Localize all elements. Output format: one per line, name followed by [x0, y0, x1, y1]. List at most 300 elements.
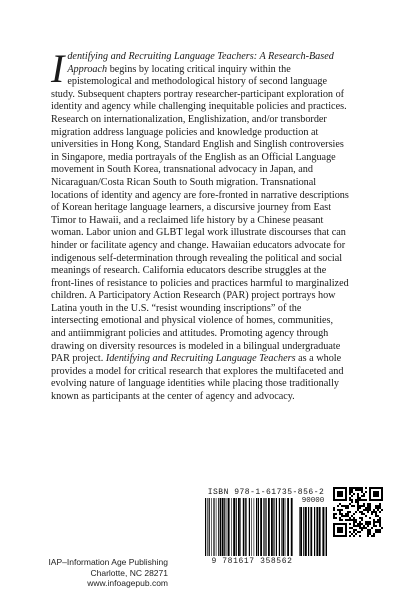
qr-module [357, 489, 359, 491]
qr-module [339, 495, 341, 497]
qr-module [375, 493, 377, 495]
barcode-bar [211, 498, 212, 556]
qr-module [339, 513, 341, 515]
qr-module [345, 529, 347, 531]
qr-module [361, 487, 363, 489]
qr-module [345, 525, 347, 527]
qr-module [353, 487, 355, 489]
qr-module [367, 531, 369, 533]
barcode-bar [236, 498, 237, 556]
qr-module [375, 531, 377, 533]
qr-module [337, 535, 339, 537]
qr-module [339, 531, 341, 533]
qr-module [353, 531, 355, 533]
qr-module [333, 517, 335, 519]
qr-module [369, 495, 371, 497]
qr-module [369, 533, 371, 535]
qr-module [351, 491, 353, 493]
qr-module [349, 517, 351, 519]
qr-module [351, 501, 353, 503]
barcode-bar [216, 498, 217, 556]
qr-module [339, 517, 341, 519]
qr-module [347, 507, 349, 509]
barcode-bar [213, 498, 214, 556]
qr-module [345, 531, 347, 533]
qr-module [373, 535, 375, 537]
qr-module [365, 527, 367, 529]
qr-module [345, 495, 347, 497]
qr-module [377, 507, 379, 509]
qr-module [339, 527, 341, 529]
qr-module [355, 501, 357, 503]
qr-module [337, 491, 339, 493]
qr-module [373, 519, 375, 521]
qr-module [333, 515, 335, 517]
qr-module [333, 525, 335, 527]
barcode-bar [271, 498, 273, 556]
qr-module [341, 527, 343, 529]
drop-cap: I [51, 46, 65, 91]
qr-module [359, 523, 361, 525]
qr-module [355, 511, 357, 513]
qr-module [357, 495, 359, 497]
qr-module [367, 521, 369, 523]
qr-module [377, 515, 379, 517]
qr-module [375, 521, 377, 523]
qr-module [381, 499, 383, 501]
qr-module [345, 533, 347, 535]
qr-module [371, 535, 373, 537]
barcode-bar [254, 498, 255, 556]
barcode-bar [227, 498, 228, 556]
qr-module [359, 499, 361, 501]
qr-module [359, 505, 361, 507]
qr-module [333, 531, 335, 533]
qr-module [361, 495, 363, 497]
qr-module [345, 535, 347, 537]
isbn-label: ISBN 978-1-61735-856-2 [207, 488, 325, 497]
qr-module [363, 525, 365, 527]
qr-module [337, 509, 339, 511]
qr-module [341, 515, 343, 517]
qr-module [349, 523, 351, 525]
barcode-bar [299, 507, 300, 556]
qr-module [345, 499, 347, 501]
qr-module [335, 523, 337, 525]
qr-module [361, 499, 363, 501]
qr-module [355, 489, 357, 491]
qr-module [359, 497, 361, 499]
barcode-bar [268, 498, 270, 556]
qr-module [361, 519, 363, 521]
qr-module [361, 527, 363, 529]
qr-module [357, 509, 359, 511]
qr-module [379, 529, 381, 531]
qr-module [367, 535, 369, 537]
qr-module [345, 487, 347, 489]
qr-module [339, 535, 341, 537]
qr-module [377, 519, 379, 521]
qr-module [353, 505, 355, 507]
isbn-barcode [205, 498, 295, 556]
qr-module [347, 505, 349, 507]
qr-module [369, 499, 371, 501]
qr-module [335, 487, 337, 489]
barcode-bar [291, 498, 293, 556]
qr-module [381, 489, 383, 491]
qr-module [373, 493, 375, 495]
qr-module [369, 521, 371, 523]
qr-module [339, 491, 341, 493]
qr-module [357, 505, 359, 507]
qr-module [373, 487, 375, 489]
qr-module [341, 529, 343, 531]
qr-module [349, 503, 351, 505]
qr-module [373, 523, 375, 525]
qr-module [375, 507, 377, 509]
qr-module [379, 499, 381, 501]
qr-module [375, 487, 377, 489]
barcode-bar [325, 507, 326, 556]
qr-module [357, 499, 359, 501]
qr-module [345, 523, 347, 525]
qr-module [353, 513, 355, 515]
qr-module [343, 535, 345, 537]
qr-module [379, 517, 381, 519]
barcode-bar [238, 498, 240, 556]
barcode-bar [281, 498, 282, 556]
qr-module [357, 493, 359, 495]
qr-module [381, 493, 383, 495]
qr-module [347, 519, 349, 521]
qr-module [343, 505, 345, 507]
qr-module [339, 493, 341, 495]
qr-module [341, 491, 343, 493]
qr-module [379, 507, 381, 509]
qr-module [333, 507, 335, 509]
qr-module [365, 499, 367, 501]
qr-module [333, 529, 335, 531]
qr-module [351, 519, 353, 521]
qr-module [349, 527, 351, 529]
qr-module [345, 489, 347, 491]
qr-module [375, 515, 377, 517]
barcode-bar [233, 498, 235, 556]
qr-module [363, 513, 365, 515]
qr-module [363, 503, 365, 505]
publisher-url: www.infoagepub.com [87, 578, 168, 588]
qr-module [357, 531, 359, 533]
qr-module [359, 531, 361, 533]
qr-module [335, 517, 337, 519]
qr-module [343, 515, 345, 517]
qr-module [371, 499, 373, 501]
barcode-bar [322, 507, 324, 556]
qr-module [357, 525, 359, 527]
qr-module [367, 529, 369, 531]
barcode-bar [260, 498, 262, 556]
qr-module [369, 517, 371, 519]
qr-module [347, 513, 349, 515]
qr-module [359, 517, 361, 519]
qr-module [365, 521, 367, 523]
qr-module [355, 521, 357, 523]
qr-module [353, 535, 355, 537]
qr-module [357, 487, 359, 489]
barcode-bar [249, 498, 250, 556]
qr-module [343, 499, 345, 501]
qr-module [365, 507, 367, 509]
qr-module [335, 535, 337, 537]
qr-module [367, 511, 369, 513]
qr-module [349, 491, 351, 493]
qr-module [377, 495, 379, 497]
barcode-bar [220, 498, 221, 556]
barcode-bar [243, 498, 244, 556]
barcode-bar [279, 498, 280, 556]
qr-module [359, 489, 361, 491]
qr-module [369, 505, 371, 507]
qr-module [345, 493, 347, 495]
qr-module [351, 515, 353, 517]
qr-module [377, 521, 379, 523]
barcode-bar [282, 498, 284, 556]
barcode-bar [316, 507, 318, 556]
qr-module [341, 519, 343, 521]
qr-module [355, 519, 357, 521]
qr-module [371, 511, 373, 513]
qr-module [357, 523, 359, 525]
barcode-bar [209, 498, 210, 556]
qr-module [349, 497, 351, 499]
qr-module [353, 525, 355, 527]
qr-module [377, 505, 379, 507]
publisher-city: Charlotte, NC 28271 [90, 567, 168, 578]
qr-module [351, 495, 353, 497]
back-cover-blurb [51, 46, 349, 404]
qr-module [369, 503, 371, 505]
qr-module [379, 519, 381, 521]
qr-module [373, 525, 375, 527]
qr-module [351, 527, 353, 529]
qr-module [341, 493, 343, 495]
qr-module [349, 535, 351, 537]
publisher-name: IAP–Information Age Publishing [48, 557, 168, 567]
qr-module [339, 487, 341, 489]
qr-module [381, 497, 383, 499]
qr-module [351, 505, 353, 507]
qr-module [365, 523, 367, 525]
barcode-bar [205, 498, 206, 556]
qr-module [341, 505, 343, 507]
qr-module [355, 525, 357, 527]
qr-module [373, 499, 375, 501]
qr-module [367, 509, 369, 511]
qr-module [339, 511, 341, 513]
barcode-bar [310, 507, 312, 556]
qr-module [359, 535, 361, 537]
qr-module [367, 533, 369, 535]
barcode-bar [240, 498, 241, 556]
qr-module [337, 487, 339, 489]
qr-module [345, 491, 347, 493]
barcode-bar [256, 498, 257, 556]
barcode-bar [308, 507, 309, 556]
qr-module [369, 493, 371, 495]
barcode-bar [273, 498, 274, 556]
qr-module [341, 513, 343, 515]
qr-module [345, 497, 347, 499]
qr-module [341, 487, 343, 489]
qr-module [363, 493, 365, 495]
qr-module [369, 529, 371, 531]
qr-module [377, 499, 379, 501]
qr-module [333, 509, 335, 511]
barcode-bar [300, 507, 302, 556]
barcode-bar [251, 498, 252, 556]
qr-module [353, 519, 355, 521]
qr-module [357, 503, 359, 505]
qr-module [375, 529, 377, 531]
qr-module [333, 495, 335, 497]
qr-module [337, 529, 339, 531]
barcode-bar [326, 507, 327, 556]
qr-module [335, 499, 337, 501]
qr-module [353, 529, 355, 531]
qr-module [363, 527, 365, 529]
qr-module [371, 487, 373, 489]
qr-module [363, 505, 365, 507]
qr-module [353, 523, 355, 525]
qr-module [379, 487, 381, 489]
qr-module [377, 493, 379, 495]
qr-module [341, 523, 343, 525]
qr-module [349, 531, 351, 533]
barcode-bar [285, 498, 286, 556]
barcode-digits: 9 781617 358562 [211, 557, 293, 566]
qr-module [349, 511, 351, 513]
qr-module [379, 503, 381, 505]
qr-module [379, 521, 381, 523]
blurb-text-1: begins by locating critical inquiry within the epistemological and methodological history of second language study. Subsequent chapters portray researcher-participant exploration of identity and agency while challenging inequitable policies and practices. Research on internationalization, Englishization, and/or transborder migration address language policies and knowledge production at universities in Hong Kong, Standard English and Singlish controversies in Singapore, media portrayals of the English as an Official Language movement in South Korea, transnational advocacy in Japan, and Nicaraguan/Costa Rican South to South migration. Transnational locations of identity and agency are fore-fronted in narrative descriptions of Korean heritage language learners, a discursive journey from East Timor to Hawaii, and a reclaimed life history by a Chinese peasant woman. Labor union and GLBT legal work illustrate discourses that can hinder or facilitate agency and change. Hawaiian educators advocate for indigenous self-determination through revealing the political and social meanings of research. California educators describe struggles at the front-lines of resistance to policies and practices harmful to marginalized children. A Participatory Action Research (PAR) project portrays how Latina youth in the U.S. “resist wounding inscriptions” of the intersecting emotional and physical violence of homes, communities, and antiimmigrant policies and attitudes. Promoting agency through drawing on diversity resources is modeled in a bilingual undergraduate PAR project. [51, 63, 349, 365]
addon-barcode [299, 498, 327, 556]
qr-module [349, 519, 351, 521]
qr-module [349, 493, 351, 495]
qr-module [379, 511, 381, 513]
qr-module [365, 515, 367, 517]
price-addon [299, 498, 327, 556]
qr-module [363, 509, 365, 511]
qr-module [337, 505, 339, 507]
book-title-italic: dentifying and Recruiting Language Teachers: A Research-Based Approach [67, 51, 334, 75]
qr-module [375, 511, 377, 513]
barcode-bar [258, 498, 259, 556]
barcode-bar [224, 498, 225, 556]
qr-module [351, 533, 353, 535]
qr-module [373, 521, 375, 523]
qr-module [341, 495, 343, 497]
qr-module [339, 499, 341, 501]
qr-module [373, 511, 375, 513]
qr-module [347, 515, 349, 517]
qr-module [339, 523, 341, 525]
qr-module [365, 487, 367, 489]
qr-module [343, 523, 345, 525]
qr-module [361, 517, 363, 519]
barcode-bar [245, 498, 246, 556]
barcode-bar [246, 498, 247, 556]
qr-module [367, 503, 369, 505]
qr-module [355, 533, 357, 535]
qr-module [381, 509, 383, 511]
qr-module [333, 527, 335, 529]
qr-module [341, 535, 343, 537]
qr-module [373, 495, 375, 497]
book-title-italic-2: Identifying and Recruiting Language Teachers [105, 353, 296, 365]
barcode-bar [263, 498, 264, 556]
qr-module [375, 491, 377, 493]
qr-module [375, 495, 377, 497]
blurb-text-2: as a whole provides a model for critical research that explores the multifaceted and evolving nature of language identities while placing those traditionally known as participants at the center of agency and advocacy. [51, 353, 344, 403]
barcode-bar [314, 507, 315, 556]
qr-module [361, 491, 363, 493]
qr-module [359, 527, 361, 529]
qr-module [333, 513, 335, 515]
barcode-bar [287, 498, 289, 556]
qr-module [365, 509, 367, 511]
qr-module [377, 529, 379, 531]
qr-module [361, 529, 363, 531]
qr-module [337, 495, 339, 497]
qr-module [371, 527, 373, 529]
qr-module [353, 493, 355, 495]
barcode-bar [303, 507, 304, 556]
qr-module [369, 523, 371, 525]
qr-module [351, 489, 353, 491]
qr-module [339, 519, 341, 521]
qr-module [337, 531, 339, 533]
qr-module [371, 513, 373, 515]
barcode-bar [266, 498, 267, 556]
qr-module [377, 487, 379, 489]
barcode-bar [264, 498, 265, 556]
qr-module [339, 503, 341, 505]
qr-module [337, 499, 339, 501]
qr-module [375, 513, 377, 515]
qr-module [367, 505, 369, 507]
addon-digits: 90000 [301, 497, 325, 505]
qr-module [351, 499, 353, 501]
barcode-row [205, 498, 327, 556]
qr-module [333, 487, 335, 489]
qr-module [357, 501, 359, 503]
qr-module [379, 531, 381, 533]
qr-module [361, 513, 363, 515]
qr-module [345, 513, 347, 515]
barcode-bar [305, 507, 307, 556]
barcode-bar [218, 498, 219, 556]
qr-module [359, 511, 361, 513]
barcode-bar [319, 507, 321, 556]
qr-module [377, 531, 379, 533]
barcode-bar [207, 498, 208, 556]
qr-code[interactable] [333, 487, 383, 537]
qr-module [347, 511, 349, 513]
qr-module [361, 511, 363, 513]
qr-module [341, 499, 343, 501]
qr-module [363, 499, 365, 501]
qr-module [343, 487, 345, 489]
